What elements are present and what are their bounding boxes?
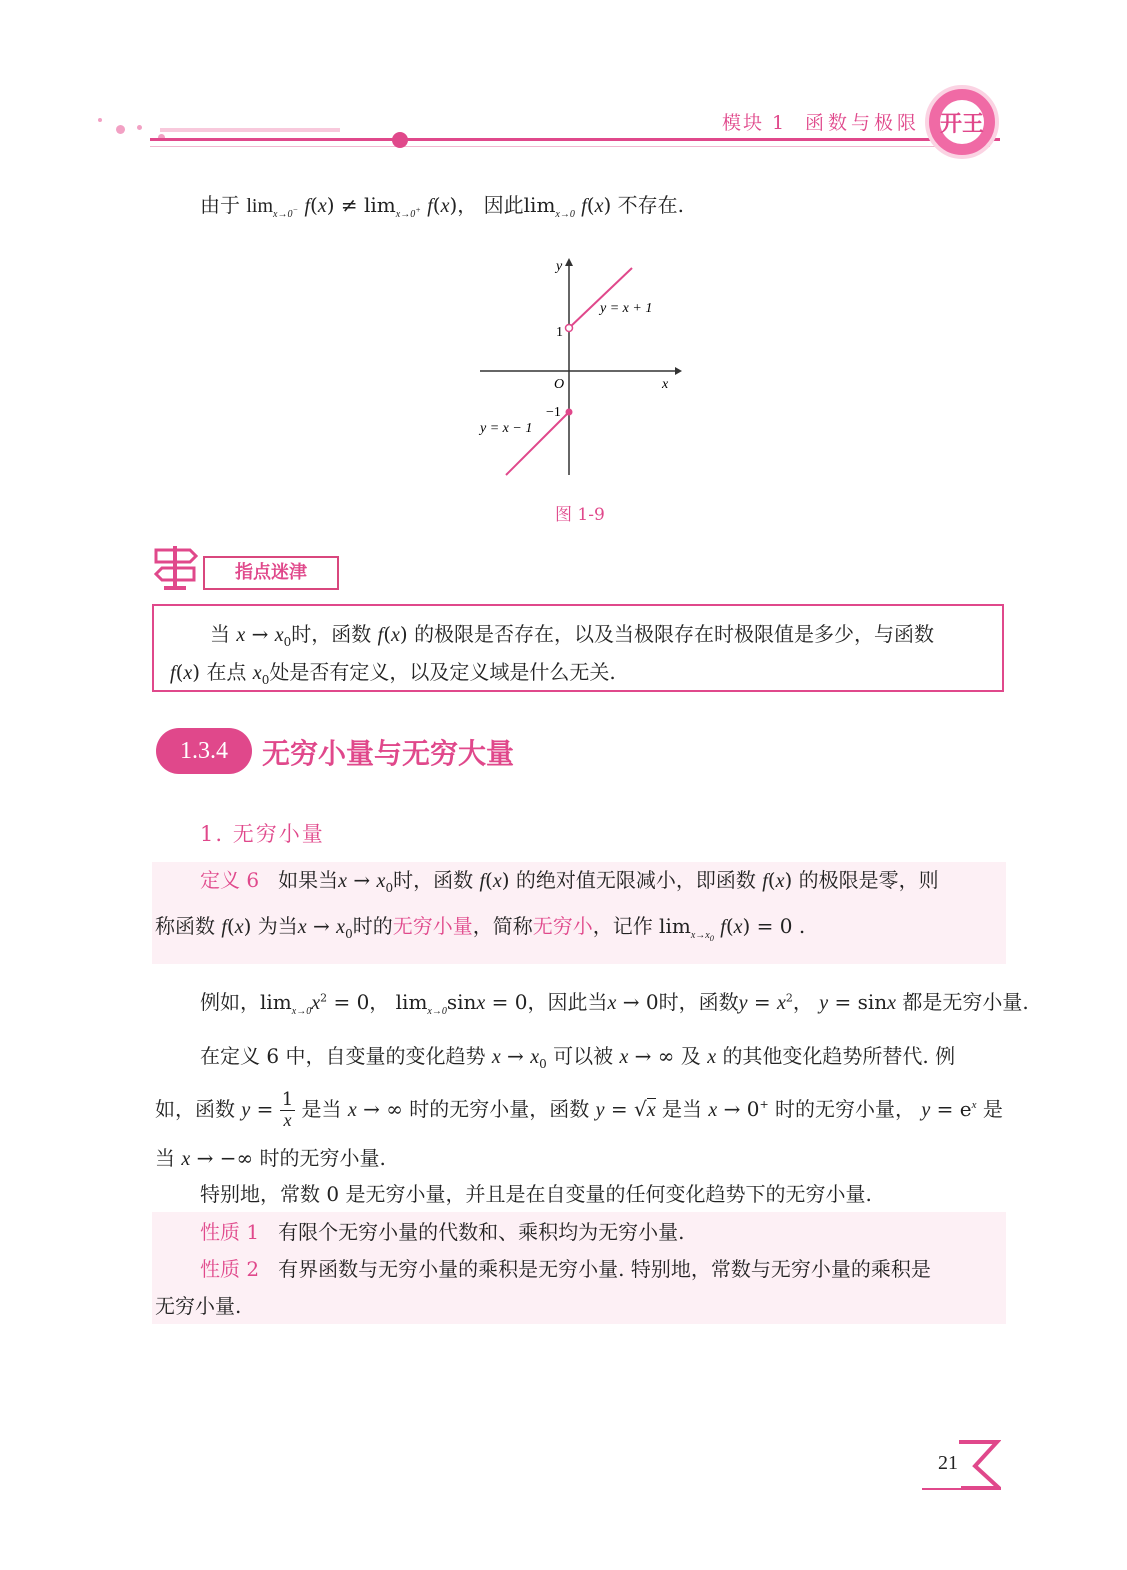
definition-line-2: 称函数 f(x) 为当$x \to x_0$时的无穷小量，简称无穷小，记作 $\lim_{x\to x_0} f(x) = 0$ .	[155, 914, 806, 943]
paragraph-3: 特别地，常数 0 是无穷小量，并且是在自变量的任何变化趋势下的无穷小量.	[200, 1182, 872, 1206]
figure-graph	[470, 250, 690, 480]
intro-line: 由于 $\lim_{x\to 0^-} f(x) \ne \lim_{x\to 0^+} f(x)$， 因此$\lim_{x\to 0} f(x)$ 不存在.	[200, 193, 685, 220]
open-point-upper	[566, 325, 573, 332]
paragraph-1: 例如，$\lim_{x\to 0}x^2 = 0$， $\lim_{x\to 0}\sin x = 0$，因此当x → 0时，函数$y = x^2$， y = sinx 都是无穷小量.	[200, 990, 1029, 1017]
header-badge-logo: 开王	[940, 100, 984, 144]
subsection-title: 1. 无穷小量	[200, 822, 325, 846]
x-axis-arrow-icon	[675, 367, 682, 375]
tip-line-2: f(x) 在点 $x_0$处是否有定义，以及定义域是什么无关.	[170, 660, 616, 687]
tick-label-minus-one: −1	[546, 405, 561, 420]
definition-label: 定义 6	[200, 868, 260, 892]
property-1	[200, 1216, 685, 1248]
header-module: 模块 1	[722, 112, 787, 134]
lower-line-label: y = x − 1	[480, 421, 533, 436]
signpost-icon	[154, 542, 198, 592]
header-rule	[150, 138, 1000, 141]
tip-label: 指点迷津	[203, 556, 339, 590]
y-axis-label: y	[556, 259, 563, 274]
header-badge	[925, 85, 999, 159]
header-bead	[392, 132, 408, 148]
closed-point-lower	[566, 409, 573, 416]
paragraph-2-line-2: 如，函数 y = $\frac{1}{x}$ 是当 x → ∞ 时的无穷小量，函数 y = √x 是当 x → 0+ 时的无穷小量， $y = e^x$ 是	[155, 1089, 1003, 1130]
decor-dot	[116, 125, 125, 134]
figure-caption: 图 1-9	[555, 505, 605, 525]
section-title: 无穷小量与无穷大量	[262, 737, 515, 770]
paragraph-2-line-1: 在定义 6 中，自变量的变化趋势 $x \to x_0$ 可以被 x → ∞ 及 x 的其他变化趋势所替代. 例	[200, 1044, 956, 1071]
x-axis-label: x	[662, 377, 669, 392]
section-number: 1.3.4	[156, 728, 252, 774]
decor-stripe	[160, 128, 340, 132]
term-infinitesimal-short: 无穷小	[532, 914, 593, 938]
property-1-label: 性质 1	[200, 1220, 260, 1244]
line-upper	[569, 268, 632, 328]
page-number: 21	[938, 1452, 958, 1474]
paragraph-2-line-3: 当 x → −∞ 时的无穷小量.	[155, 1146, 386, 1170]
definition-line-1: 定义 6 如果当$x \to x_0$时，函数 f(x) 的绝对值无限减小，即函数 f(x) 的极限是零，则	[200, 868, 939, 895]
y-axis-arrow-icon	[565, 258, 573, 266]
header-title: 函数与极限	[805, 112, 921, 134]
intro-text-a: 由于	[200, 193, 240, 217]
property-1-text: 有限个无穷小量的代数和、乘积均为无穷小量.	[278, 1220, 685, 1244]
property-2-cont: 无穷小量.	[155, 1294, 242, 1318]
term-infinitesimal: 无穷小量	[392, 914, 473, 938]
intro-text-b: 因此	[483, 193, 524, 217]
origin-label: O	[554, 377, 565, 392]
decor-dot	[98, 118, 102, 122]
property-2-label: 性质 2	[200, 1257, 260, 1281]
header-rule-thin	[150, 146, 990, 147]
tip-line-1: 当 $x \to x_0$时，函数 f(x) 的极限是否存在，以及当极限存在时极限值是多少，与函数	[210, 622, 935, 649]
decor-dot	[137, 125, 142, 130]
property-2	[200, 1253, 931, 1285]
property-2-text: 有界函数与无穷小量的乘积是无穷小量. 特别地，常数与无穷小量的乘积是	[278, 1257, 931, 1281]
intro-text-c: 不存在.	[617, 193, 685, 217]
page-corner-icon	[957, 1440, 1001, 1490]
upper-line-label: y = x + 1	[600, 301, 653, 316]
tick-label-one: 1	[556, 325, 563, 340]
